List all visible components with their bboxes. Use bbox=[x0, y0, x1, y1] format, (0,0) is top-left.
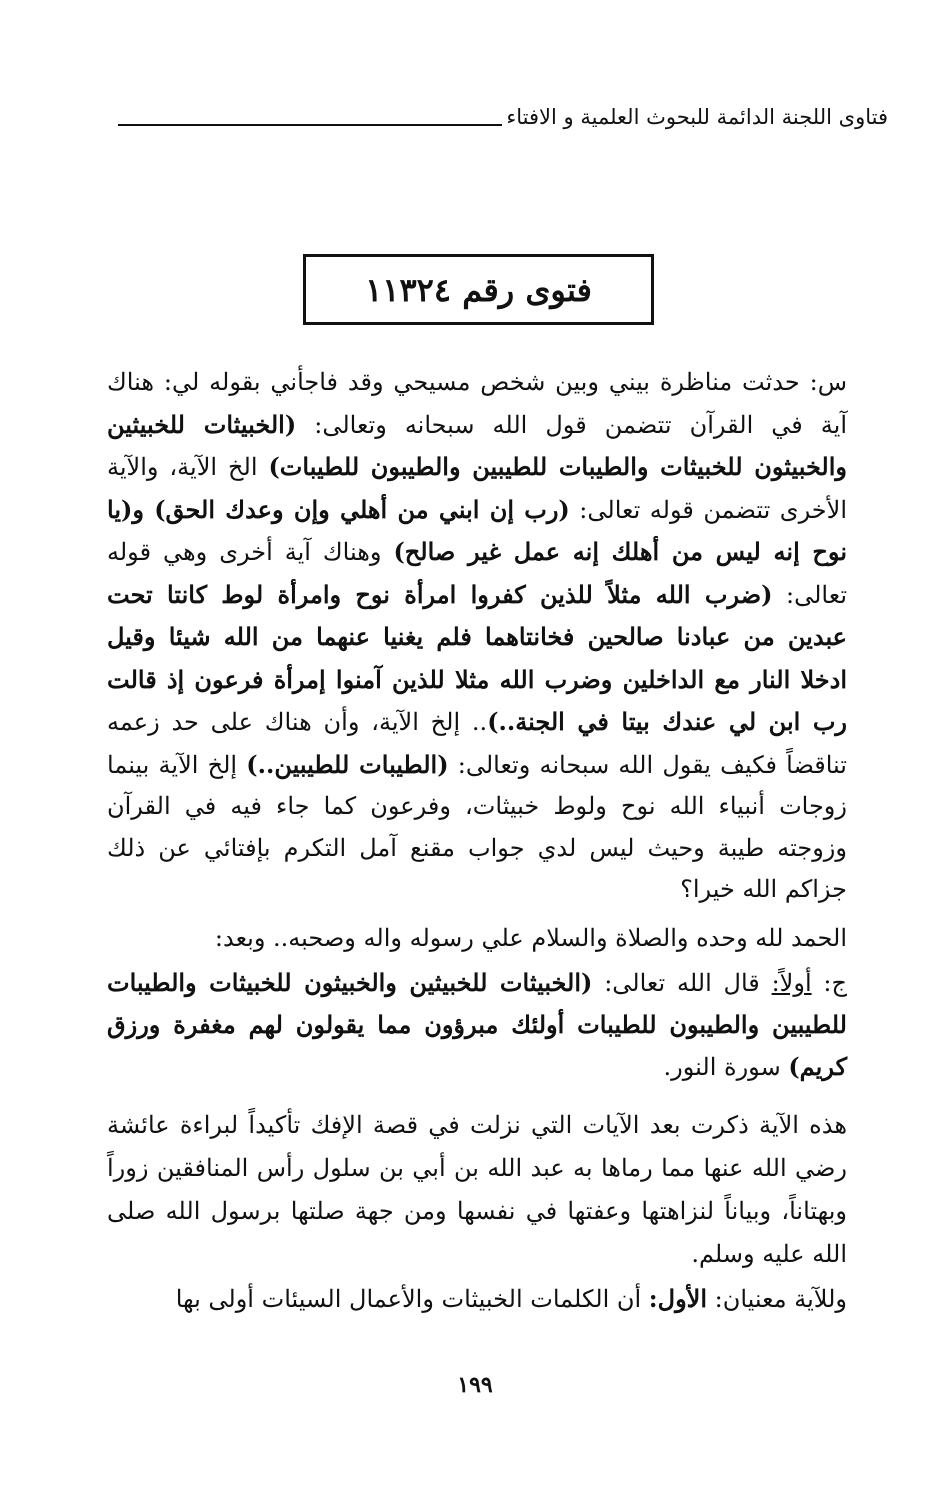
answer-paragraph bbox=[107, 962, 847, 1088]
running-header bbox=[118, 102, 888, 132]
question-segment: الخ الآية، والآية الأخرى تتضمن قوله تعالى: bbox=[107, 453, 847, 524]
page-number: ١٩٩ bbox=[457, 1372, 493, 1398]
answer-quote-segment: (الخبيثات للخبيثين والخبيثون للخبيثات والطيبات للطيبين والطيبون للطيبات أولئك مبرؤون مما يقولون لهم مغفرة ورزق كريم) bbox=[107, 968, 847, 1081]
praise-paragraph bbox=[107, 918, 847, 958]
answer-segment: قال الله تعالى: bbox=[592, 969, 772, 997]
meanings-paragraph bbox=[107, 1278, 847, 1320]
explanation-text: هذه الآية ذكرت بعد الآيات التي نزلت في قصة الإفك تأكيداً لبراءة عائشة رضي الله عنها مما رماها به عبد الله بن أبي بن سلول رأس المنافقين زوراً وبهتاناً، وبياناً لنزاهتها وعفتها في نفسها ومن جهة صلتها برسول الله صلى الله عليه وسلم. bbox=[107, 1111, 847, 1268]
praise-text: الحمد لله وحده والصلاة والسلام علي رسوله واله وصحبه.. وبعد: bbox=[214, 924, 847, 952]
question-quote-segment: (الخبيثات للخبيثين والخبيثون للخبيثات والطيبات للطيبين والطيبون للطيبات) bbox=[107, 409, 847, 481]
question-quote-segment: (ضرب الله مثلاً للذين كفروا امرأة نوح وامرأة لوط كانتا تحت عبدين من عبادنا صالحين فخانتاهما فلم يغنيا عنهما من الله شيئا وقيل ادخلا النار مع الداخلين وضرب الله مثلا للذين آمنوا إمرأة فرعون إذ قالت رب ابن لي عندك بيتا في الجنة..) bbox=[107, 579, 848, 736]
question-label: س: bbox=[809, 368, 847, 396]
question-quote-segment: (رب إن ابني من أهلي وإن وعدك الحق) و(يا نوح إنه ليس من أهلك إنه عمل غير صالح) bbox=[107, 494, 848, 566]
meanings-text: أن الكلمات الخبيثات والأعمال السيئات أولى بها bbox=[175, 1285, 649, 1313]
question-segment: وهناك آية أخرى وهي قوله تعالى: bbox=[107, 538, 847, 609]
running-header-title: فتاوى اللجنة الدائمة للبحوث العلمية و الافتاء bbox=[506, 105, 888, 129]
question-segment: حدثت مناظرة بيني وبين شخص مسيحي وقد فاجأني بقوله لي: هناك آية في القرآن تتضمن قول الله سبحانه وتعالى: bbox=[107, 368, 847, 439]
question-segment: .. إلخ الآية، وأن هناك على حد زعمه تناقضاً فكيف يقول الله سبحانه وتعالى: bbox=[107, 708, 847, 779]
question-segment: إلخ الآية بينما زوجات أنبياء الله نوح ولوط خبيثات، وفرعون كما جاء فيه في القرآن وزوجته طيبة وحيث ليس لدي جواب مقنع آمل التكرم بإفتائي عن ذلك جزاكم الله خيرا؟ bbox=[107, 750, 847, 903]
fatwa-title: فتوى رقم ١١٣٢٤ bbox=[365, 270, 592, 309]
answer-segment: سورة النور. bbox=[663, 1053, 789, 1081]
answer-label: ج: bbox=[823, 969, 847, 997]
header-rule bbox=[118, 124, 502, 126]
meanings-first-label: الأول: bbox=[648, 1284, 708, 1313]
fatwa-title-box bbox=[303, 254, 654, 325]
question-quote-segment: (الطيبات للطيبين..) bbox=[246, 749, 449, 779]
explanation-paragraph bbox=[107, 1104, 847, 1276]
meanings-intro: وللآية معنيان: bbox=[707, 1285, 847, 1313]
answer-first-label: أولاً: bbox=[771, 969, 812, 997]
question-paragraph bbox=[107, 362, 847, 911]
